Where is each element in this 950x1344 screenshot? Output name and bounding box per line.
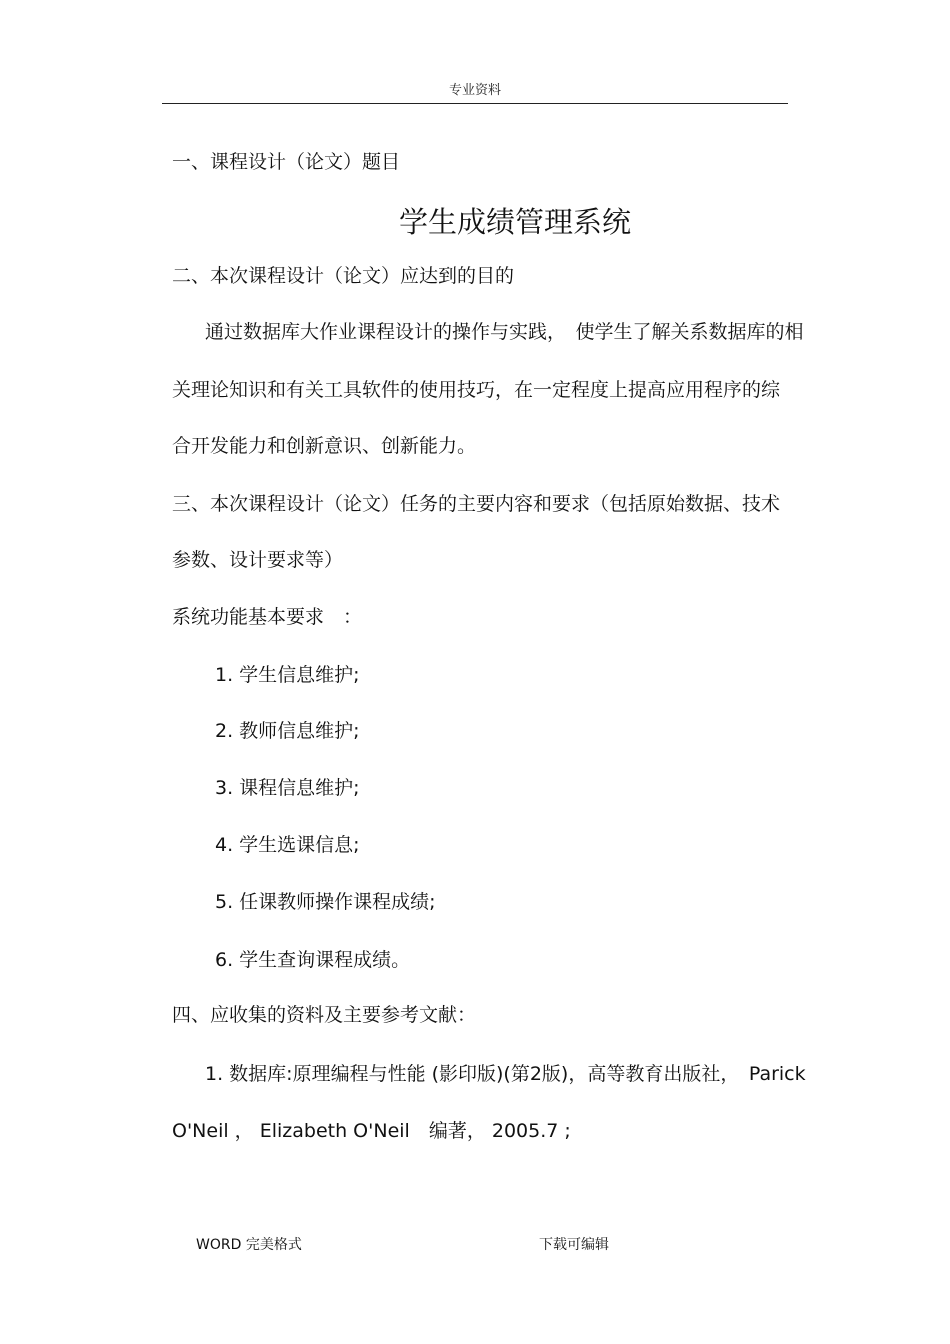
requirement-item: 5. 任课教师操作课程成绩; — [215, 891, 436, 913]
requirement-item: 2. 教师信息维护; — [215, 720, 360, 742]
section-3-heading-line-1: 三、本次课程设计（论文）任务的主要内容和要求（包括原始数据、技术 — [172, 493, 781, 515]
section-2-line-1: 通过数据库大作业课程设计的操作与实践， 使学生了解关系数据库的相 — [205, 321, 804, 343]
requirement-item: 4. 学生选课信息; — [215, 834, 360, 856]
header-rule — [162, 103, 788, 104]
section-4-heading: 四、应收集的资料及主要参考文献： — [172, 1004, 477, 1026]
reference-line-1: 1. 数据库:原理编程与性能 (影印版)(第2版)，高等教育出版社， Parick — [205, 1063, 806, 1085]
footer-right: 下载可编辑 — [539, 1237, 609, 1253]
requirements-label: 系统功能基本要求 ： — [172, 606, 363, 628]
section-2-heading: 二、本次课程设计（论文）应达到的目的 — [172, 265, 515, 287]
reference-line-2: O'Neil ， Elizabeth O'Neil 编著， 2005.7 ; — [172, 1120, 571, 1142]
section-2-line-3: 合开发能力和创新意识、创新能力。 — [172, 435, 477, 457]
footer-left: WORD 完美格式 — [196, 1237, 302, 1253]
requirement-item: 6. 学生查询课程成绩。 — [215, 949, 411, 971]
requirement-item: 1. 学生信息维护; — [215, 664, 360, 686]
document-title: 学生成绩管理系统 — [398, 205, 631, 239]
section-2-line-2: 关理论知识和有关工具软件的使用技巧，在一定程度上提高应用程序的综 — [172, 379, 781, 401]
requirement-item: 3. 课程信息维护; — [215, 777, 360, 799]
section-3-heading-line-2: 参数、设计要求等） — [172, 549, 344, 571]
page-header: 专业资料 — [448, 83, 501, 98]
section-1-heading: 一、课程设计（论文）题目 — [172, 151, 401, 173]
